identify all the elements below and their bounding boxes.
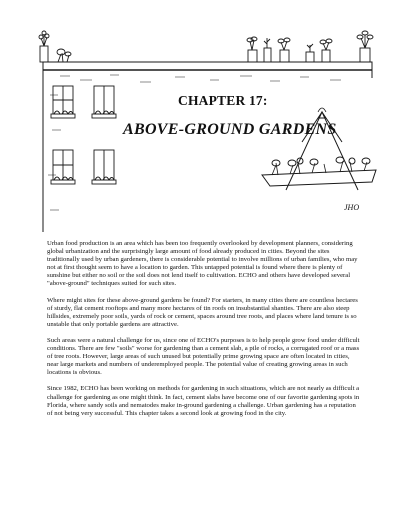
paragraph: Where might sites for these above-ground gardens be found? For starters, in many cities there are countless hectares of sturdy, flat cement rooftops and many more hectares of tin roofs on insubstantial shanties. There are also steep hillsides, extremely poor soils, yards of rock or cement, spaces around tree roots, and places where land tenure is so unstable that only portable gardens are attractive. xyxy=(47,296,358,328)
rooftop-garden-illustration xyxy=(0,0,400,232)
artist-signature: JHO xyxy=(344,203,360,212)
building xyxy=(43,62,372,232)
paragraph: Since 1982, ECHO has been working on methods for gardening in such situations, which are not nearly as difficult a challenge for gardening as one might think. In fact, cement slabs have become one of our favorite gardening spots in Florida, where sandy soils and nematodes make in-ground gardening a challenge. Urban gardening has a reputation of not being very successful. This chapter takes a second look at growing food in the city. xyxy=(47,385,360,417)
chapter-title: ABOVE-GROUND GARDENS xyxy=(123,121,337,138)
paragraph: Urban food production is an area which has been too frequently overlooked by development planners, considering global urbanization and the surprisingly large amount of food already produced in cities. Beyond the sites traditionally used by urban gardeners, there is considerable potential to involve millions of urban families, who may not at first thought seem to have a location to garden. This untapped potential is found where there is plenty of sunshine but either no soil or the soil does not lend itself to cultivation. ECHO and others have developed several "above-ground" techniques suited for such sites. xyxy=(47,240,358,288)
building-windows xyxy=(51,86,116,184)
chapter-number: CHAPTER 17: xyxy=(178,93,268,108)
rooftop-planters xyxy=(39,31,373,62)
paragraph: Such areas were a natural challenge for us, since one of ECHO's purposes is to help people grow food under difficult conditions. There are few "soils" worse for gardening than a cement slab, a pile of rocks, a corrugated roof or a mass of tree roots. However, large areas of such unused but potentially prime growing space are often located in cities, near large markets and numbers of underemployed people. The potential value of creating growing areas in such locations is obvious. xyxy=(47,336,360,377)
chapter-body xyxy=(47,240,360,426)
